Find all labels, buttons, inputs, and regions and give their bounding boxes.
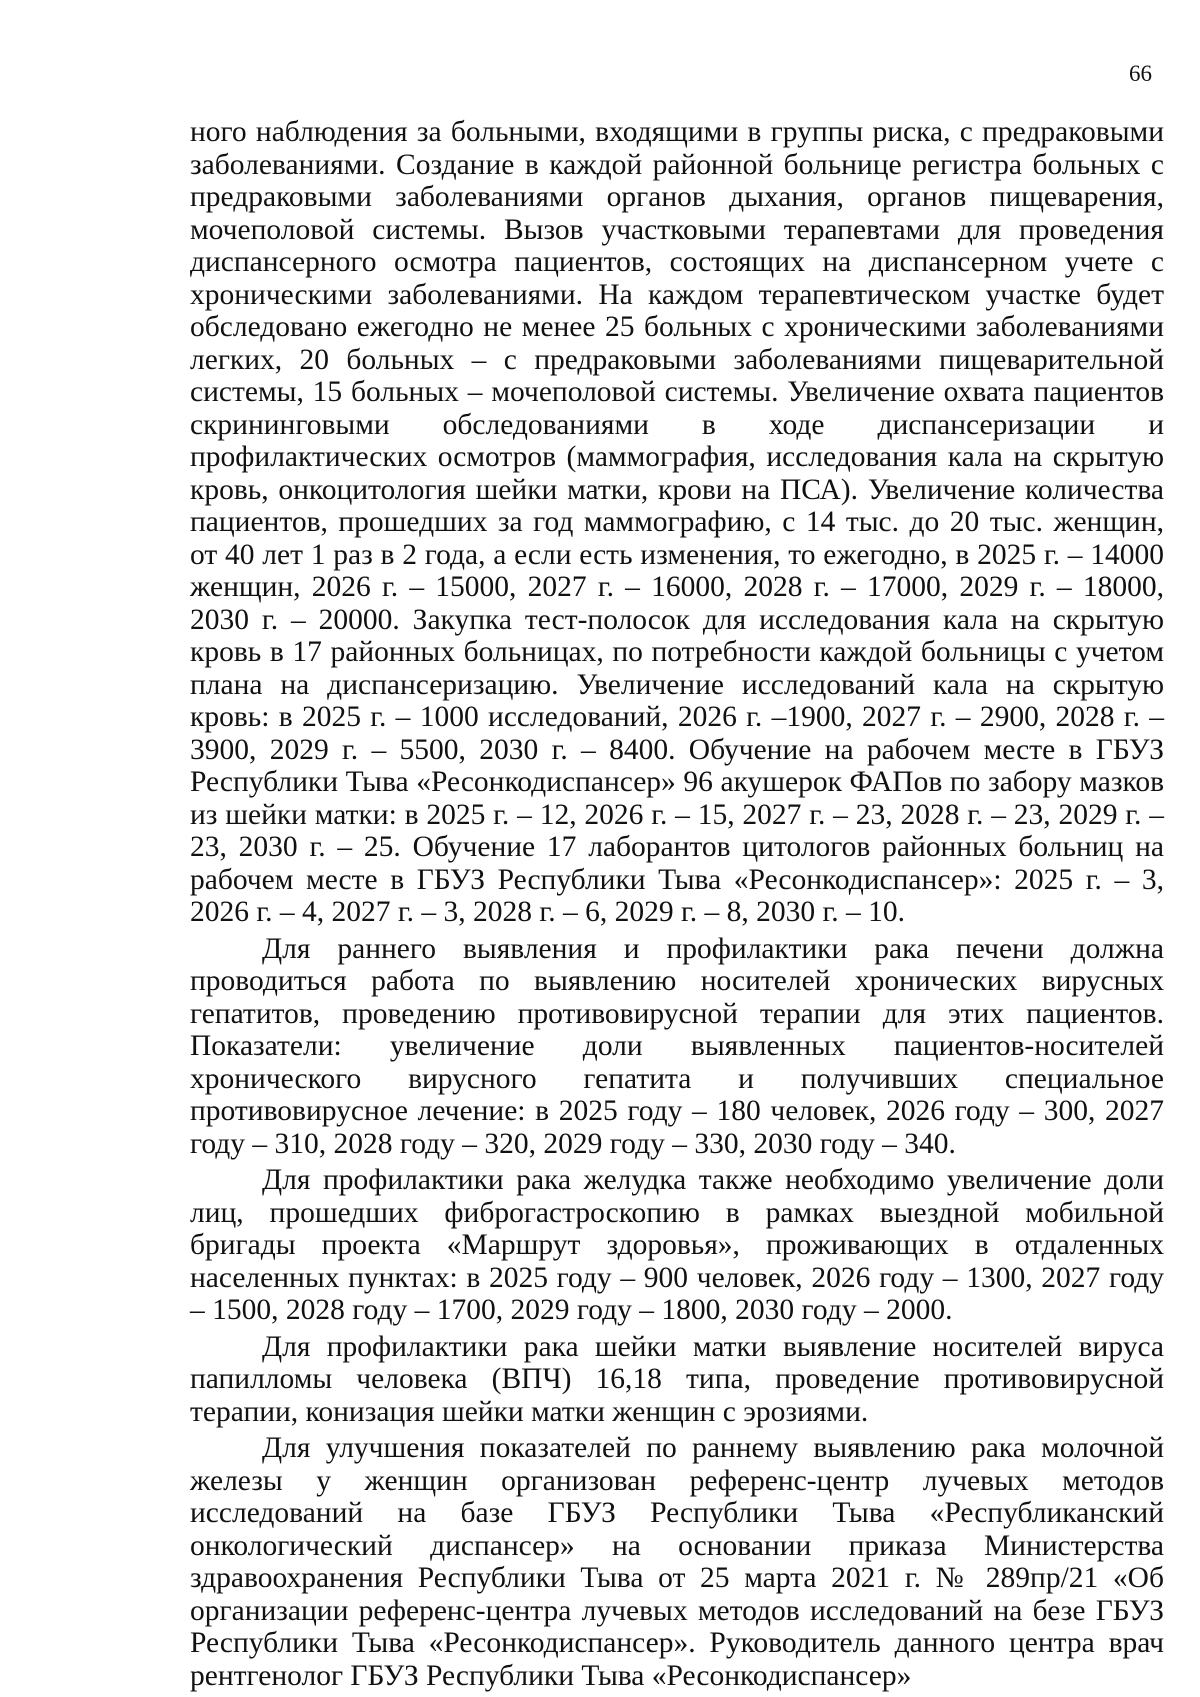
paragraph-liver-cancer: Для раннего выявления и профилактики рака печени должна проводиться работа по выявлению носителей хронических вирусных гепатитов, проведению противовирусной терапии для этих пациентов. Показатели: увеличение доли выявленных пациентов-носителей хронического вирусного гепатита и получивших специальное противовирусное лечение: в 2025 году – 180 человек, 2026 году – 300, 2027 году – 310, 2028 году – 320, 2029 году – 330, 2030 году – 340. <box>190 932 1164 1160</box>
paragraph-stomach-cancer: Для профилактики рака желудка также необходимо увеличение доли лиц, прошедших фиброгастроскопию в рамках выездной мобильной бригады проекта «Маршрут здоровья», проживающих в отдаленных населенных пунктах: в 2025 году – 900 человек, 2026 году – 1300, 2027 году – 1500, 2028 году – 1700, 2029 году – 1800, 2030 году – 2000. <box>190 1164 1164 1326</box>
page-number: 66 <box>1129 61 1152 86</box>
document-body <box>190 116 1164 1696</box>
paragraph-cervical-cancer: Для профилактики рака шейки матки выявление носителей вируса папилломы человека (ВПЧ) 16,18 типа, проведение противовирусной терапии, конизация шейки матки женщин с эрозиями. <box>190 1330 1164 1428</box>
paragraph-breast-cancer: Для улучшения показателей по раннему выявлению рака молочной железы у женщин организован референс-центр лучевых методов исследований на базе ГБУЗ Республики Тыва «Республиканский онкологический диспансер» на основании приказа Министерства здравоохранения Республики Тыва от 25 марта 2021 г. № 289пр/21 «Об организации референс-центра лучевых методов исследований на безе ГБУЗ Республики Тыва «Ресонкодиспансер». Руководитель данного центра врач рентгенолог ГБУЗ Республики Тыва «Ресонкодиспансер» <box>190 1432 1164 1692</box>
paragraph-screening-measures: ного наблюдения за больными, входящими в группы риска, с предраковыми заболеваниями. Создание в каждой районной больнице регистра больных с предраковыми заболеваниями органов дыхания, органов пищеварения, мочеполовой системы. Вызов участковыми терапевтами для проведения диспансерного осмотра пациентов, состоящих на диспансерном учете с хроническими заболеваниями. На каждом терапевтическом участке будет обследовано ежегодно не менее 25 больных с хроническими заболеваниями легких, 20 больных – с предраковыми заболеваниями пищеварительной системы, 15 больных – мочеполовой системы. Увеличение охвата пациентов скрининговыми обследованиями в ходе диспансеризации и профилактических осмотров (маммография, исследования кала на скрытую кровь, онкоцитология шейки матки, крови на ПСА). Увеличение количества пациентов, прошедших за год маммографию, с 14 тыс. до 20 тыс. женщин, от 40 лет 1 раз в 2 года, а если есть изменения, то ежегодно, в 2025 г. – 14000 женщин, 2026 г. – 15000, 2027 г. – 16000, 2028 г. – 17000, 2029 г. – 18000, 2030 г. – 20000. Закупка тест-полосок для исследования кала на скрытую кровь в 17 районных больницах, по потребности каждой больницы с учетом плана на диспансеризацию. Увеличение исследований кала на скрытую кровь: в 2025 г. – 1000 исследований, 2026 г. –1900, 2027 г. – 2900, 2028 г. – 3900, 2029 г. – 5500, 2030 г. – 8400. Обучение на рабочем месте в ГБУЗ Республики Тыва «Ресонкодиспансер» 96 акушерок ФАПов по забору мазков из шейки матки: в 2025 г. – 12, 2026 г. – 15, 2027 г. – 23, 2028 г. – 23, 2029 г. – 23, 2030 г. – 25. Обучение 17 лаборантов цитологов районных больниц на рабочем месте в ГБУЗ Республики Тыва «Ресонкодиспансер»: 2025 г. – 3, 2026 г. – 4, 2027 г. – 3, 2028 г. – 6, 2029 г. – 8, 2030 г. – 10. <box>190 116 1164 928</box>
